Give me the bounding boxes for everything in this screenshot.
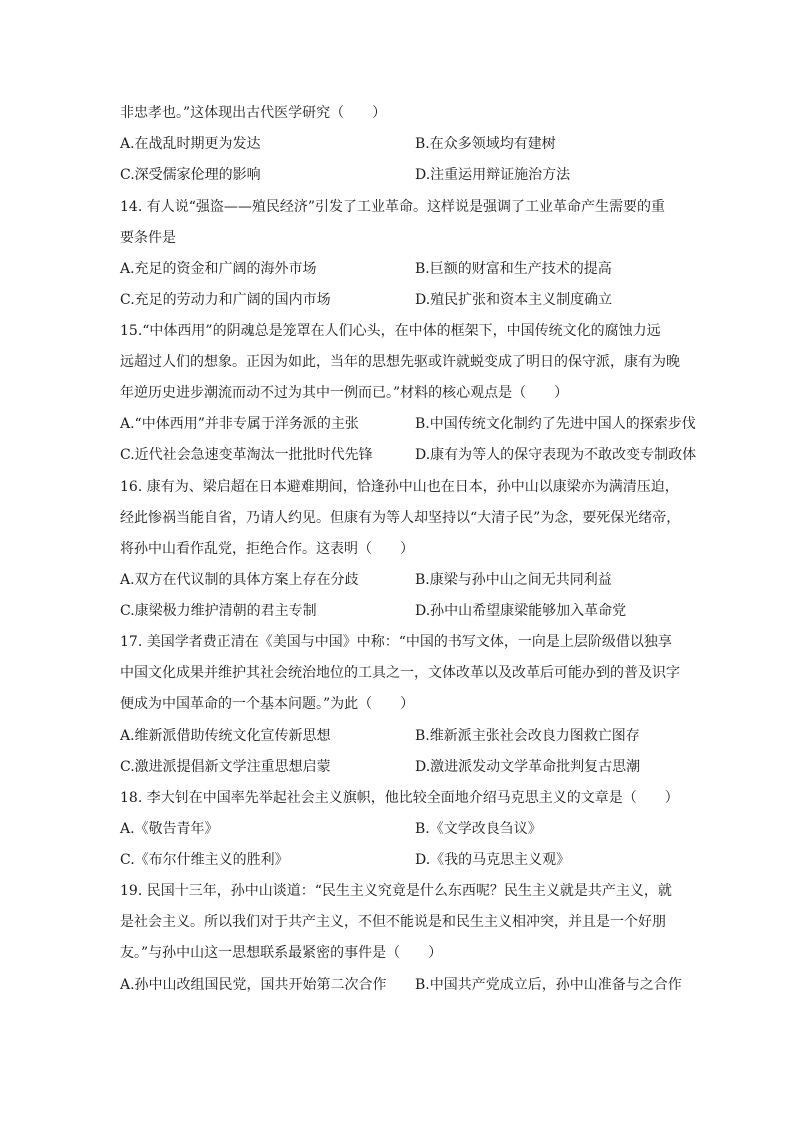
- question-16-options-row-2: [120, 601, 720, 621]
- q13-option-a: A.在战乱时期更为发达: [120, 136, 261, 152]
- question-17-options-row-1: [120, 726, 720, 746]
- question-16-stem-line-3: 将孙中山看作乱党，拒绝合作。这表明（ ）: [120, 541, 414, 557]
- q17-option-c: C.激进派提倡新文学注重思想启蒙: [120, 759, 331, 775]
- q13-option-d: D.注重运用辩证施治方法: [415, 167, 571, 183]
- q17-option-d: D.激进派发动文学革命批判复古思潮: [415, 759, 641, 775]
- q18-option-a: A.《敬告青年》: [120, 821, 219, 837]
- question-19-stem-line-2: 是社会主义。所以我们对于共产主义，不但不能说是和民生主义相冲突，并且是一个好朋: [120, 914, 666, 930]
- question-17-options-row-2: [120, 757, 720, 777]
- q19-option-b: B.中国共产党成立后，孙中山准备与之合作: [415, 977, 682, 993]
- q15-option-d: D.康有为等人的保守表现为不敢改变专制政体: [415, 447, 697, 463]
- question-19-stem-line-1: 19. 民国十三年，孙中山谈道：“民生主义究竟是什么东西呢？民生主义就是共产主义，就: [120, 883, 672, 899]
- question-15-stem-line-2: 远超过人们的想象。正因为如此，当年的思想先驱或许就蜕变成了明日的保守派，康有为晚: [120, 354, 680, 370]
- question-19-stem-line-3: 友。”与孙中山这一思想联系最紧密的事件是（ ）: [120, 945, 443, 961]
- q13-option-b: B.在众多领域均有建树: [415, 136, 556, 152]
- q14-option-c: C.充足的劳动力和广阔的国内市场: [120, 292, 331, 308]
- question-16-options-row-1: [120, 570, 720, 590]
- question-13-options-row-2: [120, 165, 720, 185]
- question-19-options-row-1: [120, 975, 720, 995]
- q14-option-d: D.殖民扩张和资本主义制度确立: [415, 292, 613, 308]
- question-17-stem-line-3: 便成为中国革命的一个基本问题。”为此（ ）: [120, 696, 415, 712]
- question-17-stem-line-1: 17. 美国学者费正清在《美国与中国》中称：“中国的书写文体，一向是上层阶级借以独享: [120, 634, 672, 650]
- question-14-stem-line-2: 要条件是: [120, 230, 176, 246]
- q17-option-b: B.维新派主张社会改良力图救亡图存: [415, 728, 640, 744]
- question-16-stem-line-2: 经此惨祸当能自省，乃请人约见。但康有为等人却坚持以“大清子民”为念，要死保光绪帝，: [120, 510, 681, 526]
- q18-option-c: C.《布尔什维主义的胜利》: [120, 852, 289, 868]
- q17-option-a: A.维新派借助传统文化宣传新思想: [120, 728, 331, 744]
- question-13-options-row-1: [120, 134, 720, 154]
- question-14-options-row-1: [120, 259, 720, 279]
- question-14-options-row-2: [120, 290, 720, 310]
- question-15-stem-line-3: 年逆历史进步潮流而动不过为其中一例而已。”材料的核心观点是（ ）: [120, 385, 569, 401]
- q16-option-b: B.康梁与孙中山之间无共同利益: [415, 572, 612, 588]
- q16-option-a: A.双方在代议制的具体方案上存在分歧: [120, 572, 359, 588]
- q14-option-a: A.充足的资金和广阔的海外市场: [120, 261, 317, 277]
- question-16-stem-line-1: 16. 康有为、梁启超在日本避难期间，恰逢孙中山也在日本，孙中山以康梁亦为满清压迫，: [120, 479, 679, 495]
- question-18-options-row-2: [120, 850, 720, 870]
- q16-option-d: D.孙中山希望康梁能够加入革命党: [415, 603, 627, 619]
- question-15-stem-line-1: 15.“中体西用”的阴魂总是笼罩在人们心头，在中体的框架下，中国传统文化的腐蚀力远: [120, 323, 661, 339]
- question-18-options-row-1: [120, 819, 720, 839]
- q18-option-b: B.《文学改良刍议》: [415, 821, 542, 837]
- q16-option-c: C.康梁极力维护清朝的君主专制: [120, 603, 317, 619]
- q15-option-a: A.“中体西用”并非专属于洋务派的主张: [120, 416, 359, 432]
- question-18-stem-line-1: 18. 李大钊在中国率先举起社会主义旗帜，他比较全面地介绍马克思主义的文章是（ ）: [120, 790, 679, 806]
- q18-option-d: D.《我的马克思主义观》: [415, 852, 571, 868]
- question-15-options-row-2: [120, 445, 720, 465]
- q15-option-c: C.近代社会急速变革淘汰一批批时代先锋: [120, 447, 373, 463]
- question-17-stem-line-2: 中国文化成果并维护其社会统治地位的工具之一，文体改革以及改革后可能办到的普及识字: [120, 665, 680, 681]
- q13-option-c: C.深受儒家伦理的影响: [120, 167, 261, 183]
- q19-option-a: A.孙中山改组国民党，国共开始第二次合作: [120, 977, 387, 993]
- question-15-options-row-1: [120, 414, 720, 434]
- q14-option-b: B.巨额的财富和生产技术的提高: [415, 261, 612, 277]
- question-14-stem-line-1: 14. 有人说“强盗——殖民经济”引发了工业革命。这样说是强调了工业革命产生需要的重: [120, 199, 666, 215]
- q15-option-b: B.中国传统文化制约了先进中国人的探索步伐: [415, 416, 696, 432]
- question-13-stem-line: 非忠孝也。”这体现出古代医学研究（ ）: [120, 105, 387, 121]
